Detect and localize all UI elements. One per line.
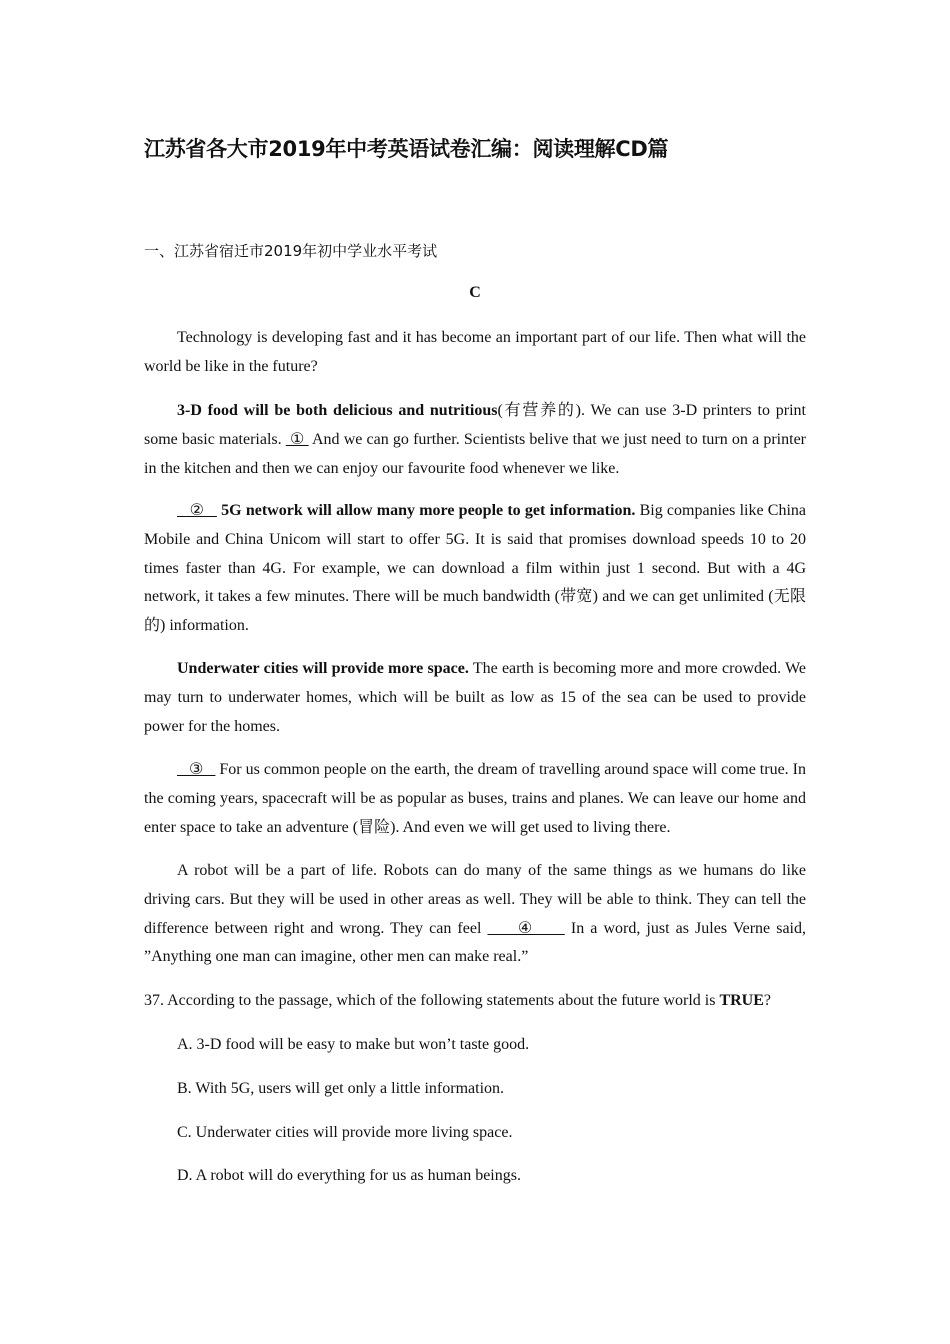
option-d: D. A robot will do everything for us as human beings. xyxy=(177,1167,521,1184)
blank-4: ④ xyxy=(487,919,565,937)
paragraph-underwater: Underwater cities will provide more space. The earth is becoming more and more crowded. We may turn to underwater homes, which will be built as low as 15 of the sea can be used to provide power for the homes. xyxy=(144,660,806,735)
blank-2: ② xyxy=(177,502,217,519)
blank-1: ① xyxy=(285,430,309,448)
intro-paragraph: Technology is developing fast and it has become an important part of our life. Then what will the world be like in the future? xyxy=(144,329,806,375)
paragraph-space: ③ For us common people on the earth, the dream of travelling around space will come true. In the coming years, spacecraft will be as popular as buses, trains and planes. We can leave our home and enter space to take an adventure (冒险). And even we will get used to living there. xyxy=(144,761,807,836)
paragraph-underwater-heading: Underwater cities will provide more space. xyxy=(177,660,469,677)
passage-letter: C xyxy=(469,284,481,301)
paragraph-3d-food: 3-D food will be both delicious and nutritious(有营养的). We can use 3-D printers to print some basic materials. ① And we can go further. Scientists belive that we just need to turn on a printer in the kitchen and then we can enjoy our favourite food whenever we like. xyxy=(144,402,807,477)
option-b: B. With 5G, users will get only a little information. xyxy=(177,1080,505,1097)
option-c: C. Underwater cities will provide more living space. xyxy=(177,1124,513,1141)
paragraph-5g: ② 5G network will allow many more people to get information. Big companies like China Mobile and China Unicom will start to offer 5G. It is said that promises download speeds 10 to 20 times faster than 4G. For example, we can download a film within just 1 second. But with a 4G network, it takes a few minutes. There will be much bandwidth (带宽) and we can get unlimited (无限的) information. xyxy=(144,502,807,635)
question-emphasis: TRUE xyxy=(719,992,764,1009)
paragraph-5g-heading: 5G network will allow many more people to get information. xyxy=(216,502,636,519)
paragraph-robot: A robot will be a part of life. Robots can do many of the same things as we humans do like driving cars. But they will be used in other areas as well. They will be able to think. They can tell the difference between right and wrong. They can feel ④ In a word, just as Jules Verne said, ”Anything one man can imagine, other men can make real.” xyxy=(144,862,807,966)
question-37-stem: 37. According to the passage, which of the following statements about the future world is TRUE? xyxy=(144,992,771,1009)
blank-3: ③ xyxy=(177,761,216,778)
document-title: 江苏省各大市2019年中考英语试卷汇编：阅读理解CD篇 xyxy=(144,137,669,161)
paragraph-3d-food-heading: 3-D food will be both delicious and nutritious xyxy=(177,402,498,419)
option-a: A. 3-D food will be easy to make but won’t taste good. xyxy=(177,1036,530,1053)
section-heading: 一、江苏省宿迁市2019年初中学业水平考试 xyxy=(144,242,438,260)
